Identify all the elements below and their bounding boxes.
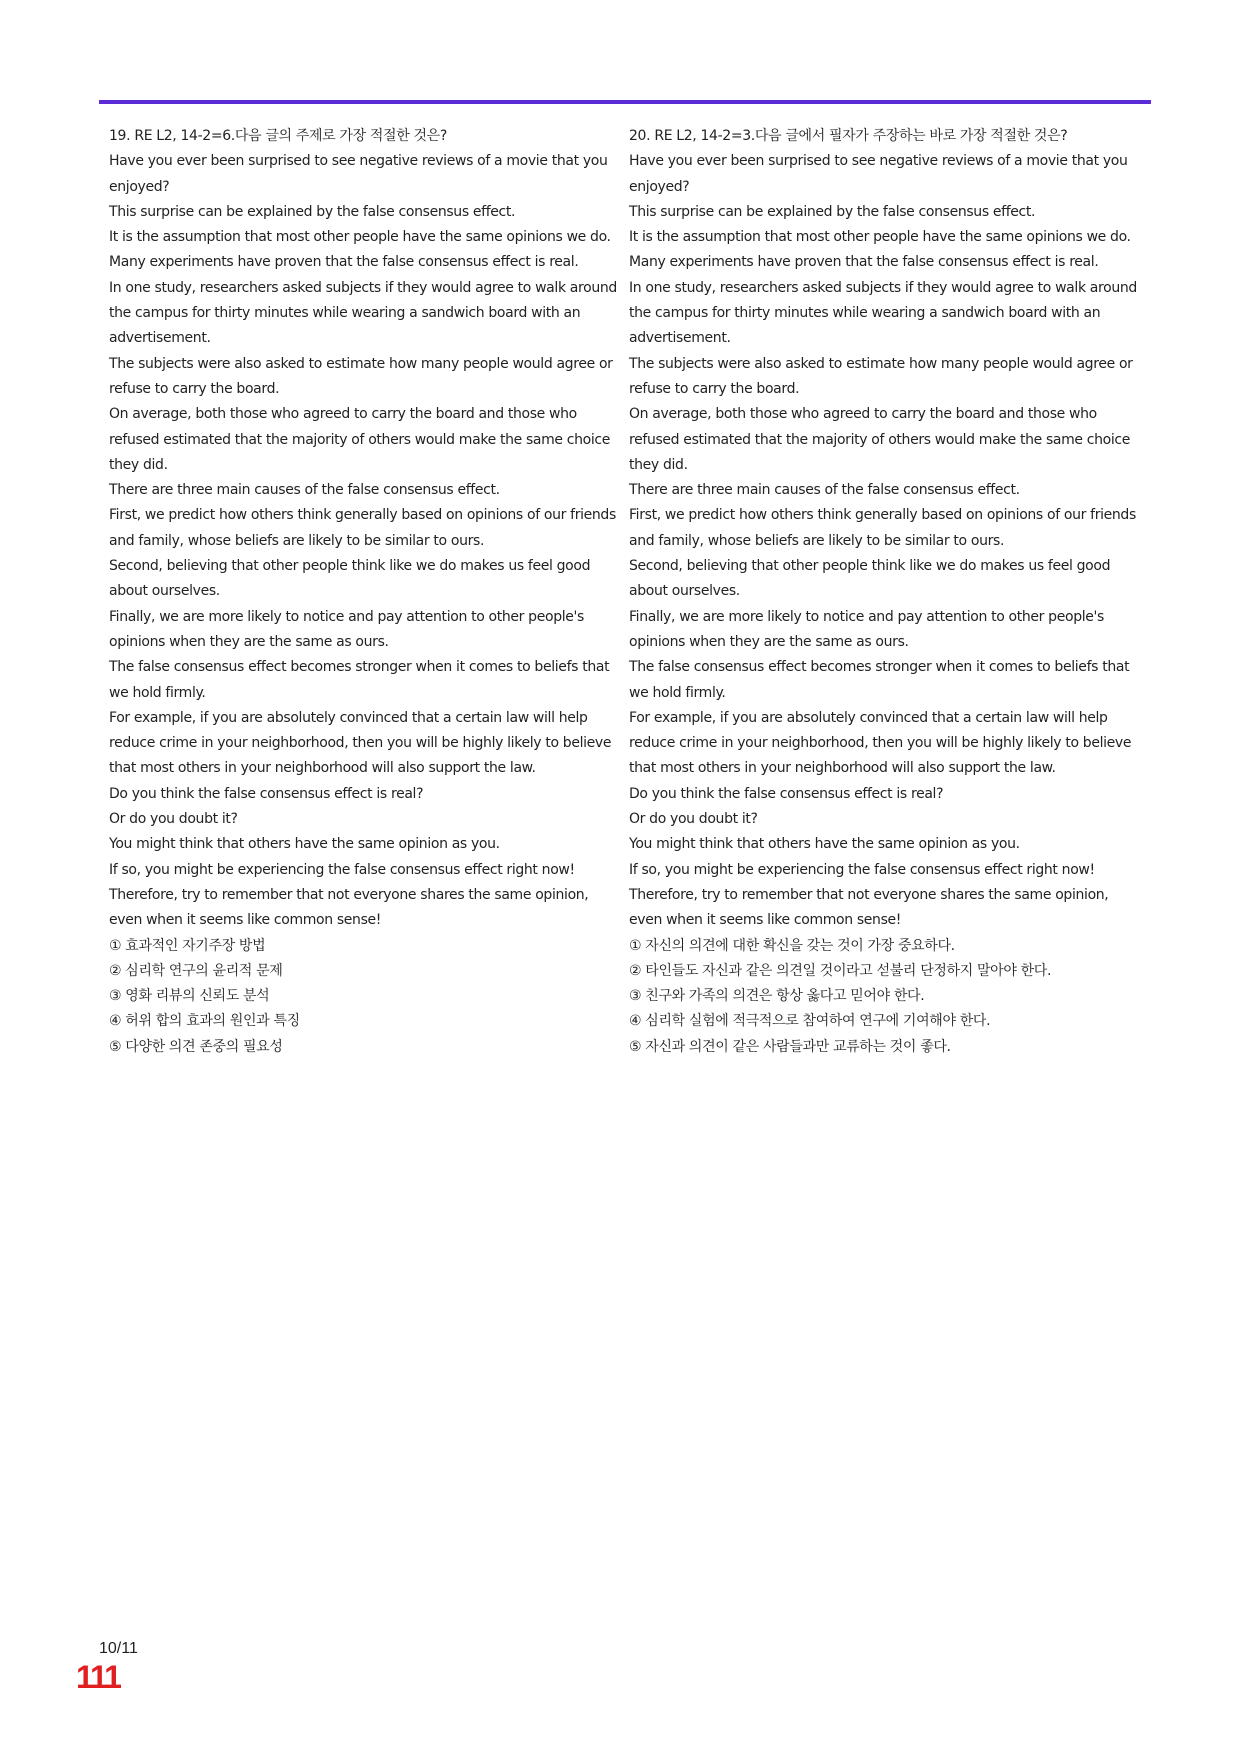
passage-sentence: Many experiments have proven that the false consensus effect is real. — [109, 254, 579, 271]
answer-option-1: ① 자신의 의견에 대한 확신을 갖는 것이 가장 중요하다. — [629, 937, 955, 954]
passage-sentence: First, we predict how others think generally based on opinions of our friends and family, whose beliefs are likely to be similar to ours. — [109, 507, 621, 549]
answer-option-4: ④ 허위 합의 효과의 원인과 특징 — [109, 1013, 300, 1030]
passage-sentence: Therefore, try to remember that not everyone shares the same opinion, even when it seems like common sense! — [109, 886, 593, 929]
passage-sentence: The subjects were also asked to estimate how many people would agree or refuse to carry the board. — [109, 355, 617, 397]
passage-sentence: If so, you might be experiencing the false consensus effect right now! — [109, 861, 575, 878]
passage-sentence: For example, if you are absolutely convinced that a certain law will help reduce crime in your neighborhood, then you will be highly likely to believe that most others in your neighborhood will also support the law. — [629, 709, 1136, 777]
passage-sentence: In one study, researchers asked subjects if they would agree to walk around the campus for thirty minutes while wearing a sandwich board with an advertisement. — [629, 279, 1142, 347]
passage-sentence: Second, believing that other people think like we do makes us feel good about ourselves. — [629, 558, 1115, 600]
passage-sentence: It is the assumption that most other people have the same opinions we do. — [629, 229, 1131, 246]
passage-sentence: For example, if you are absolutely convinced that a certain law will help reduce crime in your neighborhood, then you will be highly likely to believe that most others in your neighborhood will also support the law. — [109, 709, 616, 777]
question-20-title: 20. RE L2, 14-2=3.다음 글에서 필자가 주장하는 바로 가장 적절한 것은? — [629, 128, 1068, 144]
answer-option-3: ③ 친구와 가족의 의견은 항상 옳다고 믿어야 한다. — [629, 988, 925, 1005]
answer-option-5: ⑤ 자신과 의견이 같은 사람들과만 교류하는 것이 좋다. — [629, 1038, 951, 1055]
question-19-title: 19. RE L2, 14-2=6.다음 글의 주제로 가장 적절한 것은? — [109, 128, 447, 144]
passage-sentence: This surprise can be explained by the false consensus effect. — [109, 203, 516, 220]
passage-sentence: Or do you doubt it? — [629, 811, 758, 828]
passage-sentence: The false consensus effect becomes stronger when it comes to beliefs that we hold firmly. — [109, 659, 614, 701]
answer-option-3: ③ 영화 리뷰의 신뢰도 분석 — [109, 988, 270, 1005]
passage-sentence: The false consensus effect becomes stronger when it comes to beliefs that we hold firmly. — [629, 659, 1134, 701]
passage-sentence: It is the assumption that most other people have the same opinions we do. — [109, 229, 611, 246]
passage-sentence: Do you think the false consensus effect is real? — [629, 785, 944, 802]
page-number: 111 — [76, 1659, 120, 1695]
passage-sentence: There are three main causes of the false consensus effect. — [629, 482, 1020, 499]
passage-sentence: You might think that others have the same opinion as you. — [109, 836, 500, 853]
answer-option-1: ① 효과적인 자기주장 방법 — [109, 937, 266, 954]
passage-sentence: You might think that others have the same opinion as you. — [629, 836, 1020, 853]
passage-sentence: This surprise can be explained by the false consensus effect. — [629, 203, 1036, 220]
passage-sentence: In one study, researchers asked subjects if they would agree to walk around the campus for thirty minutes while wearing a sandwich board with an advertisement. — [109, 279, 622, 347]
passage-sentence: There are three main causes of the false consensus effect. — [109, 482, 500, 499]
answer-option-4: ④ 심리학 실험에 적극적으로 참여하여 연구에 기여해야 한다. — [629, 1013, 991, 1030]
page-count: 10/11 — [99, 1640, 138, 1657]
passage-sentence: On average, both those who agreed to carry the board and those who refused estimated that the majority of others would make the same choice they did. — [629, 406, 1135, 473]
passage-sentence: On average, both those who agreed to carry the board and those who refused estimated that the majority of others would make the same choice they did. — [109, 406, 615, 473]
question-20 — [629, 124, 1144, 1060]
question-19 — [109, 124, 622, 1060]
passage-sentence: Finally, we are more likely to notice and pay attention to other people's opinions when they are the same as ours. — [629, 608, 1109, 650]
passage-sentence: Second, believing that other people think like we do makes us feel good about ourselves. — [109, 558, 595, 600]
passage-sentence: Finally, we are more likely to notice and pay attention to other people's opinions when they are the same as ours. — [109, 608, 589, 650]
passage-sentence: The subjects were also asked to estimate how many people would agree or refuse to carry the board. — [629, 355, 1137, 397]
passage-sentence: Have you ever been surprised to see negative reviews of a movie that you enjoyed? — [629, 153, 1132, 195]
answer-option-2: ② 타인들도 자신과 같은 의견일 것이라고 섣불리 단정하지 말아야 한다. — [629, 962, 1052, 979]
passage-sentence: Do you think the false consensus effect is real? — [109, 785, 424, 802]
passage-sentence: Therefore, try to remember that not everyone shares the same opinion, even when it seems like common sense! — [629, 886, 1113, 929]
passage-sentence: First, we predict how others think generally based on opinions of our friends and family, whose beliefs are likely to be similar to ours. — [629, 507, 1141, 549]
passage-sentence: Many experiments have proven that the false consensus effect is real. — [629, 254, 1099, 271]
top-rule-divider — [99, 100, 1151, 104]
answer-option-2: ② 심리학 연구의 윤리적 문제 — [109, 962, 283, 979]
passage-sentence: Have you ever been surprised to see negative reviews of a movie that you enjoyed? — [109, 153, 612, 195]
answer-option-5: ⑤ 다양한 의견 존중의 필요성 — [109, 1038, 283, 1055]
passage-sentence: Or do you doubt it? — [109, 811, 238, 828]
passage-sentence: If so, you might be experiencing the false consensus effect right now! — [629, 861, 1095, 878]
